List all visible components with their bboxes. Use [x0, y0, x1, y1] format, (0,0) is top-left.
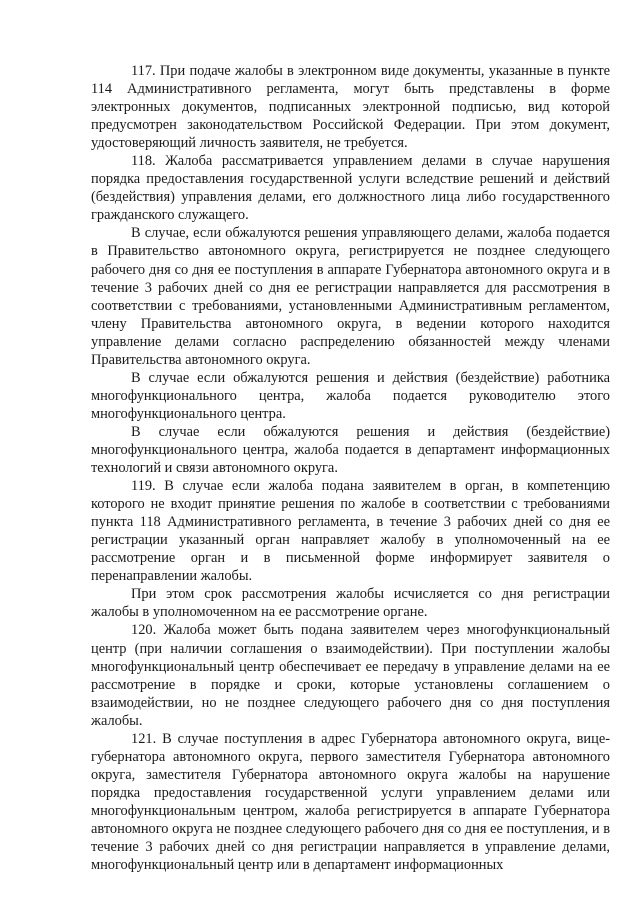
paragraph-118-managing-director-case: В случае, если обжалуются решения управляющего делами, жалоба подается в Правительство автономного округа, регистрируется не позднее следующего рабочего дня со дня ее поступления в аппарате Губернатора автономного округа и в течение 3 рабочих дней со дня ее регистрации направляется для рассмотрения в соответствии с требованиями, установленными Административным регламентом, члену Правительства автономного округа, в ведении которого находится управление делами согласно распределению обязанностей между членами Правительства автономного округа.: [91, 225, 610, 368]
paragraph-118-mfc-employee-case: В случае если обжалуются решения и действия (бездействие) работника многофункционального центра, жалоба подается руководителю этого многофункционального центра.: [91, 369, 610, 422]
paragraph-119: 119. В случае если жалоба подана заявителем в орган, в компетенцию которого не входит принятие решения по жалобе в соответствии с требованиями пункта 118 Административного регламента, в течение 3 рабочих дней со дня ее регистрации указанный орган направляет жалобу в уполномоченный на ее рассмотрение орган и в письменной форме информирует заявителя о перенаправлении жалобы.: [91, 478, 610, 585]
paragraph-120: 120. Жалоба может быть подана заявителем через многофункциональный центр (при наличии соглашения о взаимодействии). При поступлении жалобы многофункциональный центр обеспечивает ее передачу в управление делами на ее рассмотрение в порядке и сроки, которые установлены соглашением о взаимодействии, но не позднее следующего рабочего дня со дня поступления жалобы.: [91, 622, 610, 729]
paragraph-118-mfc-case: В случае если обжалуются решения и действия (бездействие) многофункционального центра, жалоба подается в департамент информационных технологий и связи автономного округа.: [91, 423, 610, 477]
paragraph-121: 121. В случае поступления в адрес Губернатора автономного округа, вице-губернатора автономного округа, первого заместителя Губернатора автономного округа, заместителя Губернатора автономного округа жалобы на нарушение порядка предоставления государственной услуги управлением делами или многофункциональным центром, жалоба регистрируется в аппарате Губернатора автономного округа не позднее следующего рабочего дня со дня ее поступления, и в течение 3 рабочих дней со дня регистрации направляется в управление делами, многофункциональный центр или в департамент информационных: [91, 730, 610, 874]
paragraph-117: 117. При подаче жалобы в электронном виде документы, указанные в пункте 114 Административного регламента, могут быть представлены в форме электронных документов, подписанных электронной подписью, вид которой предусмотрен законодательством Российской Федерации. При этом документ, удостоверяющий личность заявителя, не требуется.: [91, 63, 610, 152]
paragraph-118: 118. Жалоба рассматривается управлением делами в случае нарушения порядка предоставления государственной услуги вследствие решений и действий (бездействия) управления делами, его должностного лица либо государственного гражданского служащего.: [91, 153, 610, 224]
paragraph-119-term: При этом срок рассмотрения жалобы исчисляется со дня регистрации жалобы в уполномоченном на ее рассмотрение органе.: [91, 586, 610, 621]
regulation-text: [91, 62, 610, 874]
